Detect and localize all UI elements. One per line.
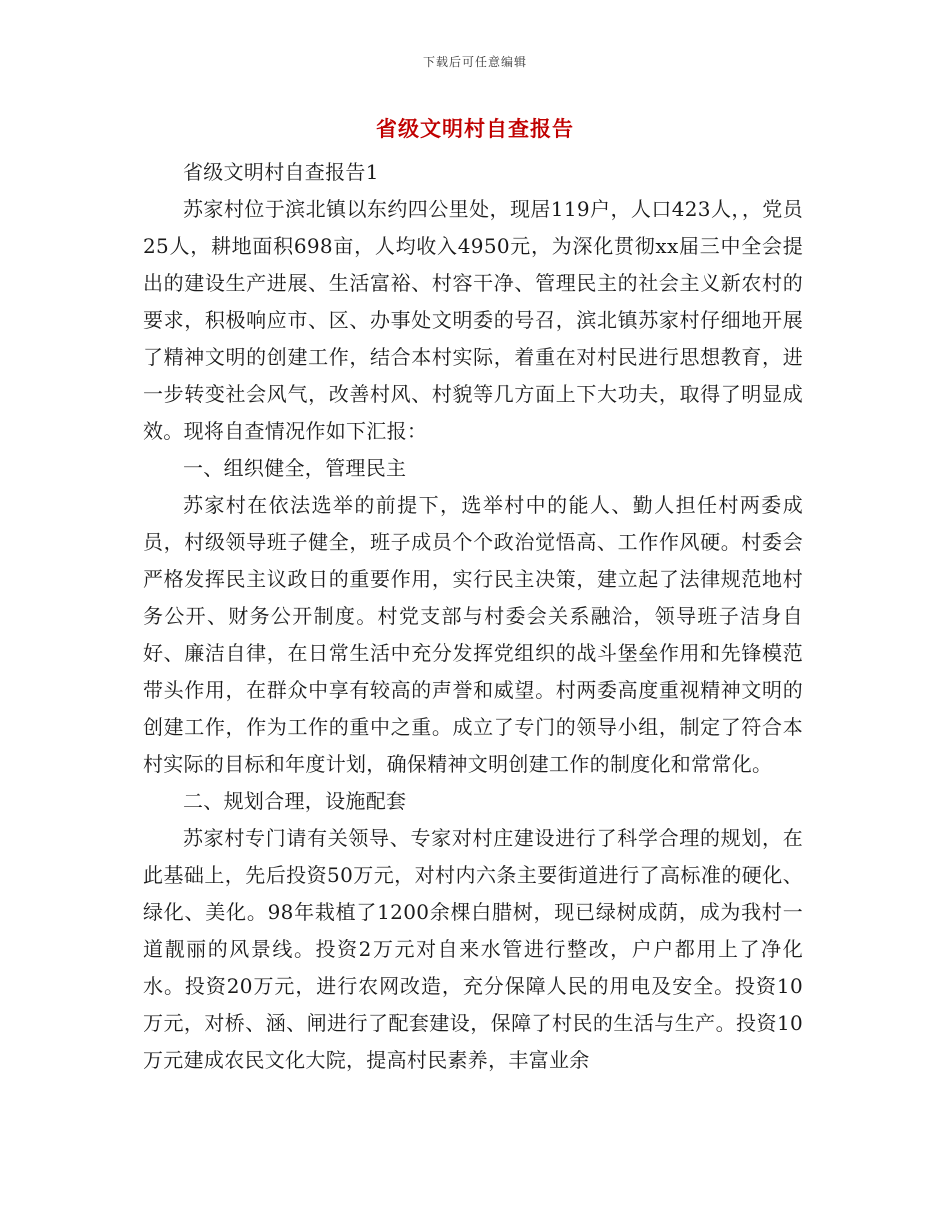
- document-body: [143, 154, 803, 1079]
- report-subtitle: 省级文明村自查报告1: [183, 160, 379, 184]
- intro-paragraph: 苏家村位于滨北镇以东约四公里处，现居119户，人口423人，，党员25人，耕地面积698亩，人均收入4950元，为深化贯彻xx届三中全会提出的建设生产进展、生活富裕、村容干净、管理民主的社会主义新农村的要求，积极响应市、区、办事处文明委的号召，滨北镇苏家村仔细地开展了精神文明的创建工作，结合本村实际，着重在对村民进行思想教育，进一步转变社会风气，改善村风、村貌等几方面上下大功夫，取得了明显成效。现将自查情况作如下汇报：: [143, 197, 803, 443]
- section-heading-1: 一、组织健全，管理民主: [183, 456, 407, 480]
- page-header-note: 下载后可任意编辑: [422, 55, 527, 69]
- section-heading-2: 二、规划合理，设施配套: [183, 789, 407, 813]
- section-1-paragraph: 苏家村在依法选举的前提下，选举村中的能人、勤人担任村两委成员，村级领导班子健全，班子成员个个政治觉悟高、工作作风硬。村委会严格发挥民主议政日的重要作用，实行民主决策，建立起了法律规范地村务公开、财务公开制度。村党支部与村委会关系融洽，领导班子洁身自好、廉洁自律，在日常生活中充分发挥党组织的战斗堡垒作用和先锋模范带头作用，在群众中享有较高的声誉和威望。村两委高度重视精神文明的创建工作，作为工作的重中之重。成立了专门的领导小组，制定了符合本村实际的目标和年度计划，确保精神文明创建工作的制度化和常常化。: [143, 493, 803, 776]
- document-title: 省级文明村自查报告: [376, 116, 574, 141]
- section-2-paragraph: 苏家村专门请有关领导、专家对村庄建设进行了科学合理的规划，在此基础上，先后投资50万元，对村内六条主要街道进行了高标准的硬化、绿化、美化。98年栽植了1200余棵白腊树，现已绿树成荫，成为我村一道靓丽的风景线。投资2万元对自来水管进行整改，户户都用上了净化水。投资20万元，进行农网改造，充分保障人民的用电及安全。投资10万元，对桥、涵、闸进行了配套建设，保障了村民的生活与生产。投资10万元建成农民文化大院，提高村民素养，丰富业余: [143, 826, 803, 1072]
